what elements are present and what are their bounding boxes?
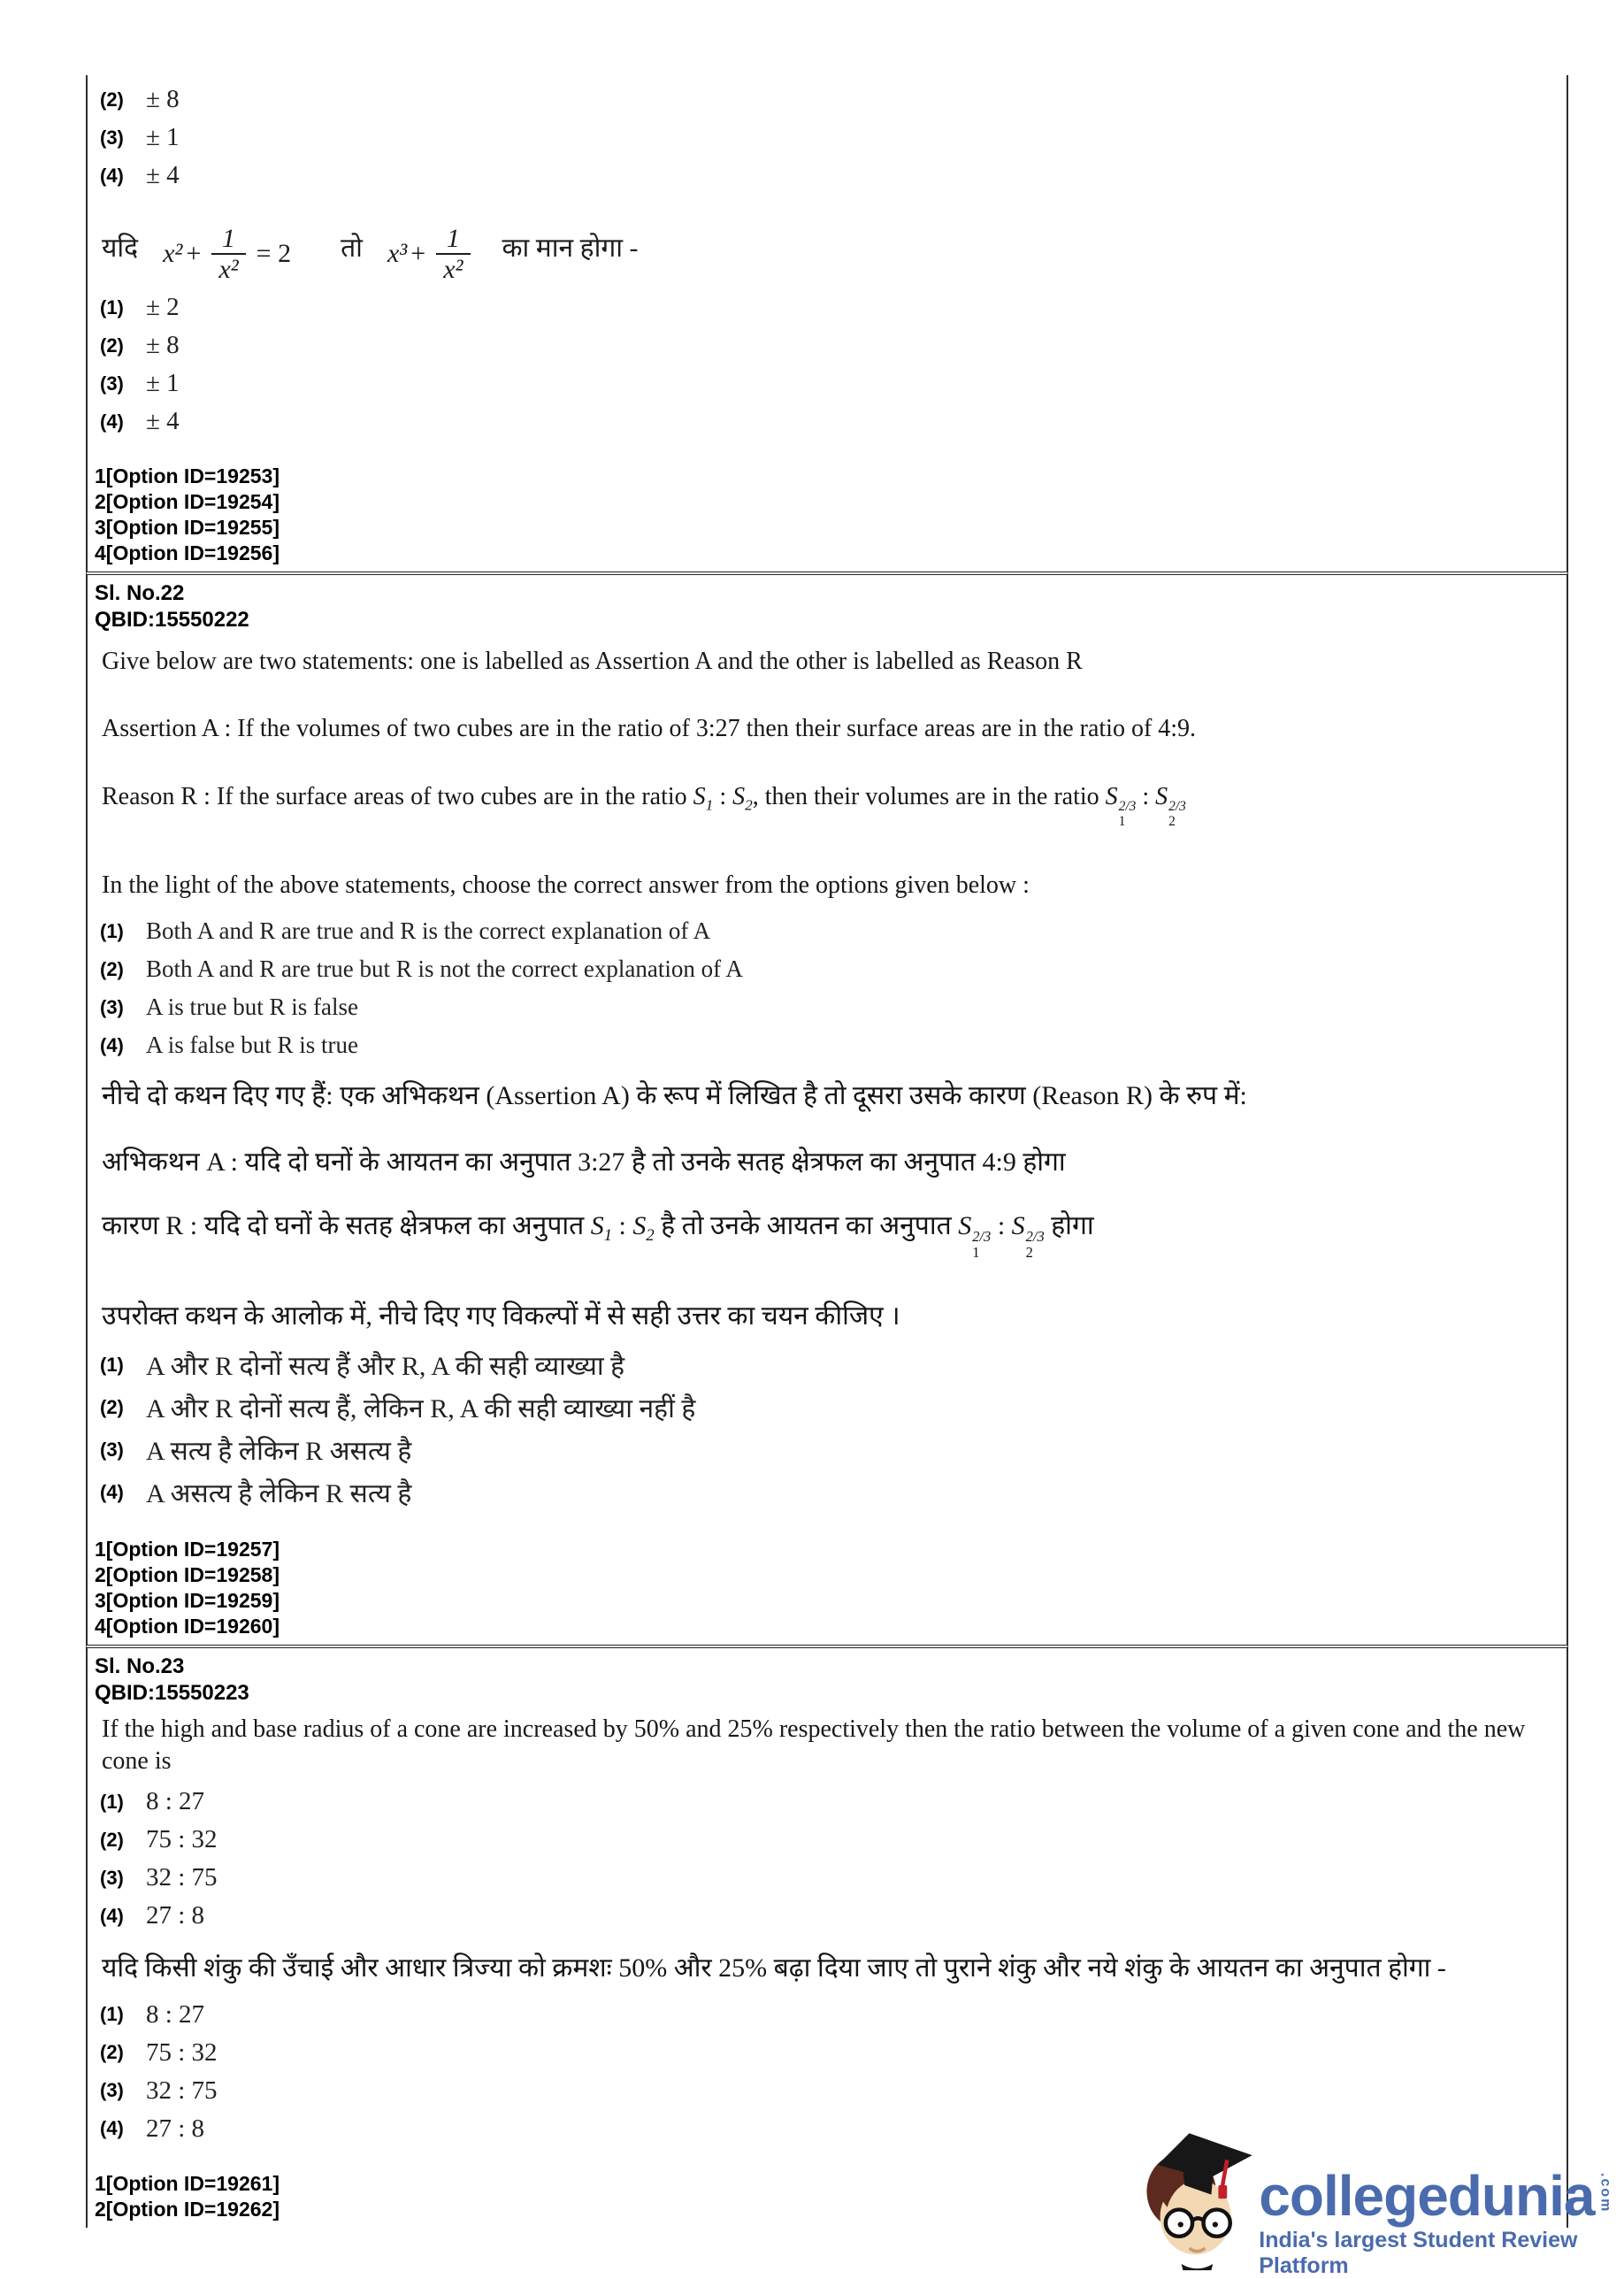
qbid: QBID:15550223 (95, 1680, 249, 1705)
option-value: ± 4 (146, 161, 180, 189)
option-line (100, 912, 1554, 950)
option-value: A सत्य है लेकिन R असत्य है (146, 1437, 412, 1467)
option-line (100, 1783, 1554, 1821)
option-value: A is true but R is false (146, 994, 358, 1021)
serial-number: Sl. No.23 (95, 1654, 185, 1678)
option-id: 2[Option ID=19262] (95, 2197, 280, 2221)
math-s2: $S_2$ (732, 782, 753, 814)
option-line (100, 1429, 1554, 1471)
option-value: ± 8 (146, 85, 180, 113)
math-s2-pow: S 2/3 2 (1011, 1211, 1045, 1261)
brand-wordmark: collegedunia (1259, 2164, 1595, 2228)
math-s1: $S_1$ (590, 1211, 613, 1246)
collegedunia-logo (1136, 2120, 1624, 2279)
option-line (100, 403, 1554, 441)
qbid: QBID:15550222 (95, 608, 249, 632)
option-line (100, 1026, 1554, 1064)
option-value: ± 1 (146, 369, 180, 397)
option-value: 27 : 8 (146, 2114, 205, 2143)
option-number: (3) (100, 126, 124, 149)
option-id: 3[Option ID=19255] (95, 516, 280, 539)
option-line (100, 1996, 1554, 2034)
option-number: (3) (100, 372, 124, 395)
option-value: A और R दोनों सत्य हैं, लेकिन R, A की सही व्याख्या नहीं है (146, 1394, 696, 1424)
option-line (100, 1386, 1554, 1429)
math-s1-pow: S 2/3 1 (958, 1211, 992, 1261)
option-value: 75 : 32 (146, 2037, 218, 2067)
option-number: (2) (100, 88, 124, 111)
option-id: 3[Option ID=19259] (95, 1588, 280, 1612)
option-number: (2) (100, 1828, 124, 1851)
option-id: 1[Option ID=19257] (95, 1537, 280, 1561)
math-expression-2: x³ + $\frac{1}{\text{x²}}$ (387, 224, 478, 284)
option-value: A और R दोनों सत्य हैं और R, A की सही व्याख्या है (146, 1352, 625, 1382)
assertion-hi: अभिकथन A : यदि दो घनों के आयतन का अनुपात 3:27 है तो उनके सतह क्षेत्रफल का अनुपात 4:9 होगा (102, 1147, 1066, 1177)
option-id: 4[Option ID=19256] (95, 541, 280, 564)
option-value: 32 : 75 (146, 2076, 218, 2105)
option-line (100, 1897, 1554, 1935)
hindi-word-yadi: यदि (102, 233, 139, 263)
option-number: (2) (100, 2041, 124, 2064)
option-value: 8 : 27 (146, 1999, 205, 2029)
option-value: 32 : 75 (146, 1863, 218, 1892)
instruction-hi: उपरोक्त कथन के आलोक में, नीचे दिए गए विकल्पों में से सही उत्तर का चयन कीजिए । (102, 1301, 900, 1331)
option-id: 1[Option ID=19261] (95, 2171, 280, 2195)
reason-hi: कारण R : यदि दो घनों के सतह क्षेत्रफल का अनुपात $S_1$ : $S_2$ है तो उनके आयतन का अनुपात S 2/3 1 : S 2/3 2 होगा (102, 1211, 1094, 1261)
option-line (100, 988, 1554, 1026)
option-number: (4) (100, 1033, 124, 1056)
option-line (100, 1344, 1554, 1386)
option-line (100, 2072, 1554, 2110)
option-line (100, 326, 1554, 364)
brand-tld: .com (1597, 2173, 1613, 2214)
brand-tagline: India's largest Student Review Platform (1259, 2228, 1578, 2278)
option-number: (1) (100, 2003, 124, 2026)
question-intro-en: Give below are two statements: one is labelled as Assertion A and the other is labelled as Reason R (102, 648, 1083, 675)
wordmark-row (1259, 2164, 1624, 2228)
option-number: (2) (100, 957, 124, 980)
option-value: 8 : 27 (146, 1787, 205, 1816)
option-number: (3) (100, 1866, 124, 1889)
option-number: (2) (100, 334, 124, 357)
option-line (100, 364, 1554, 403)
option-line (100, 1859, 1554, 1897)
question-intro-hi: नीचे दो कथन दिए गए हैं: एक अभिकथन (Assertion A) के रूप में लिखित है तो दूसरा उसके कारण (Reason R) के रुप में: (102, 1081, 1247, 1111)
option-id: 2[Option ID=19254] (95, 490, 280, 513)
option-line (100, 2034, 1554, 2072)
math-s1: $S_1$ (693, 782, 714, 814)
option-number: (1) (100, 295, 124, 318)
option-line (100, 950, 1554, 988)
math-s2: $S_2$ (632, 1211, 655, 1246)
option-number: (4) (100, 164, 124, 187)
option-value: 27 : 8 (146, 1901, 205, 1930)
math-expression-1: x² + $\frac{1}{\text{x²}}$ = 2 (163, 224, 292, 284)
serial-number: Sl. No.22 (95, 581, 185, 605)
option-value: A is false but R is true (146, 1032, 358, 1059)
option-number: (1) (100, 1790, 124, 1813)
hindi-word-to: तो (341, 233, 363, 263)
option-line (100, 157, 1554, 195)
option-number: (3) (100, 995, 124, 1018)
option-number: (1) (100, 919, 124, 942)
option-id-block (95, 464, 1554, 566)
option-number: (3) (100, 2079, 124, 2102)
question-block-22 (86, 572, 1568, 1645)
option-number: (4) (100, 2117, 124, 2140)
option-value: ± 1 (146, 123, 180, 151)
option-id: 1[Option ID=19253] (95, 464, 280, 487)
math-s1-pow: S 2/3 1 (1105, 782, 1137, 829)
option-line (100, 1821, 1554, 1859)
option-number: (2) (100, 1395, 124, 1418)
option-line (100, 119, 1554, 157)
option-value: A असत्य है लेकिन R सत्य है (146, 1479, 412, 1509)
option-value: 75 : 32 (146, 1825, 218, 1854)
option-number: (1) (100, 1353, 124, 1376)
question-block-21 (86, 75, 1568, 572)
hindi-math-question (102, 203, 1554, 288)
math-s2-pow: S 2/3 2 (1155, 782, 1186, 829)
question-table (86, 75, 1568, 2228)
option-line (100, 81, 1554, 119)
option-value: ± 8 (146, 331, 180, 359)
option-line (100, 1471, 1554, 1514)
reason-en: Reason R : If the surface areas of two cubes are in the ratio $S_1$ : $S_2$, then their volumes are in the ratio S 2/3 1 : S 2/3 2 (102, 782, 1186, 829)
option-id-block (95, 1537, 1554, 1639)
option-id: 2[Option ID=19258] (95, 1562, 280, 1586)
option-number: (4) (100, 1480, 124, 1503)
option-number: (4) (100, 410, 124, 433)
option-value: ± 4 (146, 407, 180, 435)
option-id: 4[Option ID=19260] (95, 1614, 280, 1638)
option-value: Both A and R are true and R is the correct explanation of A (146, 917, 711, 945)
logo-text-block (1259, 2120, 1624, 2279)
question-hi: यदि किसी शंकु की उँचाई और आधार त्रिज्या को क्रमशः 50% और 25% बढ़ा दिया जाए तो पुराने शंकु और नये शंकु के आयतन का अनुपात होगा - (102, 1953, 1446, 1984)
option-line (100, 288, 1554, 326)
option-value: ± 2 (146, 293, 180, 321)
hindi-question-suffix: का मान होगा - (502, 233, 639, 263)
option-number: (3) (100, 1438, 124, 1461)
option-value: Both A and R are true but R is not the correct explanation of A (146, 955, 743, 983)
question-en: If the high and base radius of a cone are increased by 50% and 25% respectively then the ratio between the volume of a given cone and the new cone is (102, 1715, 1526, 1775)
instruction-en: In the light of the above statements, choose the correct answer from the options given below : (102, 871, 1030, 899)
option-number: (4) (100, 1904, 124, 1927)
collegedunia-mascot-icon (1136, 2120, 1255, 2279)
assertion-en: Assertion A : If the volumes of two cubes are in the ratio of 3:27 then their surface areas are in the ratio of 4:9. (102, 715, 1197, 743)
